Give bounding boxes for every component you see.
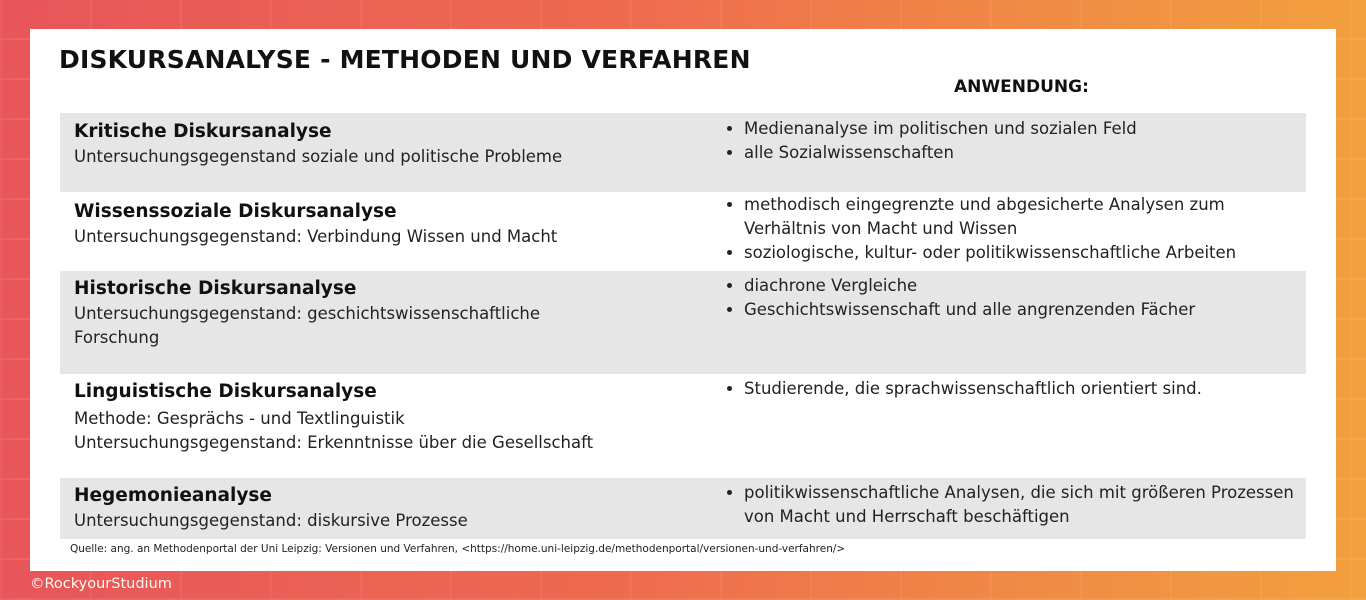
application-list: [724, 117, 1294, 165]
table-row-kritische: [60, 113, 1306, 192]
application-header: ANWENDUNG:: [954, 77, 1089, 97]
list-item: • Geschichtswissenschaft und alle angrenzenden Fächer: [744, 298, 1294, 322]
table-row-linguistische: [60, 374, 1306, 478]
application-cell: [724, 377, 1294, 401]
method-description: Untersuchungsgegenstand: diskursive Prozesse: [74, 511, 468, 530]
method-name: Hegemonieanalyse: [74, 485, 272, 506]
page-title: DISKURSANALYSE - METHODEN UND VERFAHREN: [59, 45, 751, 74]
list-item: • politikwissenschaftliche Analysen, die sich mit größeren Prozessen von Macht und Herrschaft beschäftigen: [744, 481, 1294, 529]
method-name: Kritische Diskursanalyse: [74, 121, 332, 142]
application-list: [724, 377, 1294, 401]
application-cell: [724, 193, 1294, 265]
method-description: Untersuchungsgegenstand: Erkenntnisse über die Gesellschaft: [74, 433, 594, 452]
list-item: • Medienanalyse im politischen und sozialen Feld: [744, 117, 1294, 141]
method-description: Methode: Gesprächs - und Textlinguistik: [74, 409, 405, 428]
list-item: • diachrone Vergleiche: [744, 274, 1294, 298]
method-cell: [74, 199, 694, 249]
method-cell: [74, 483, 694, 533]
content-card: [30, 29, 1336, 571]
method-cell: [74, 119, 694, 169]
application-cell: [724, 274, 1294, 322]
list-item: • methodisch eingegrenzte und abgesicherte Analysen zum Verhältnis von Macht und Wissen: [744, 193, 1294, 241]
method-description: Untersuchungsgegenstand: Verbindung Wissen und Macht: [74, 227, 558, 246]
source-citation: Quelle: ang. an Methodenportal der Uni Leipzig: Versionen und Verfahren, <https://home.uni-leipzig.de/methodenportal/versionen-und-verfahren/>: [70, 543, 846, 555]
methods-table: [60, 113, 1306, 539]
method-cell: [74, 379, 694, 455]
application-cell: [724, 117, 1294, 165]
application-cell: [724, 481, 1294, 529]
list-item: • alle Sozialwissenschaften: [744, 141, 1294, 165]
method-name: Historische Diskursanalyse: [74, 278, 357, 299]
method-name: Linguistische Diskursanalyse: [74, 381, 377, 402]
copyright-notice: ©RockyourStudium: [30, 576, 172, 592]
list-item: • soziologische, kultur- oder politikwissenschaftliche Arbeiten: [744, 241, 1294, 265]
table-row-wissenssoziale: [60, 192, 1306, 271]
application-list: [724, 193, 1294, 265]
application-list: [724, 481, 1294, 529]
list-item: • Studierende, die sprachwissenschaftlich orientiert sind.: [744, 377, 1294, 401]
table-row-historische: [60, 271, 1306, 374]
method-description: Untersuchungsgegenstand: geschichtswissenschaftliche Forschung: [74, 304, 541, 347]
method-name: Wissenssoziale Diskursanalyse: [74, 201, 397, 222]
method-description: Untersuchungsgegenstand soziale und politische Probleme: [74, 147, 563, 166]
application-list: [724, 274, 1294, 322]
table-row-hegemonie: [60, 478, 1306, 539]
method-cell: [74, 276, 694, 350]
